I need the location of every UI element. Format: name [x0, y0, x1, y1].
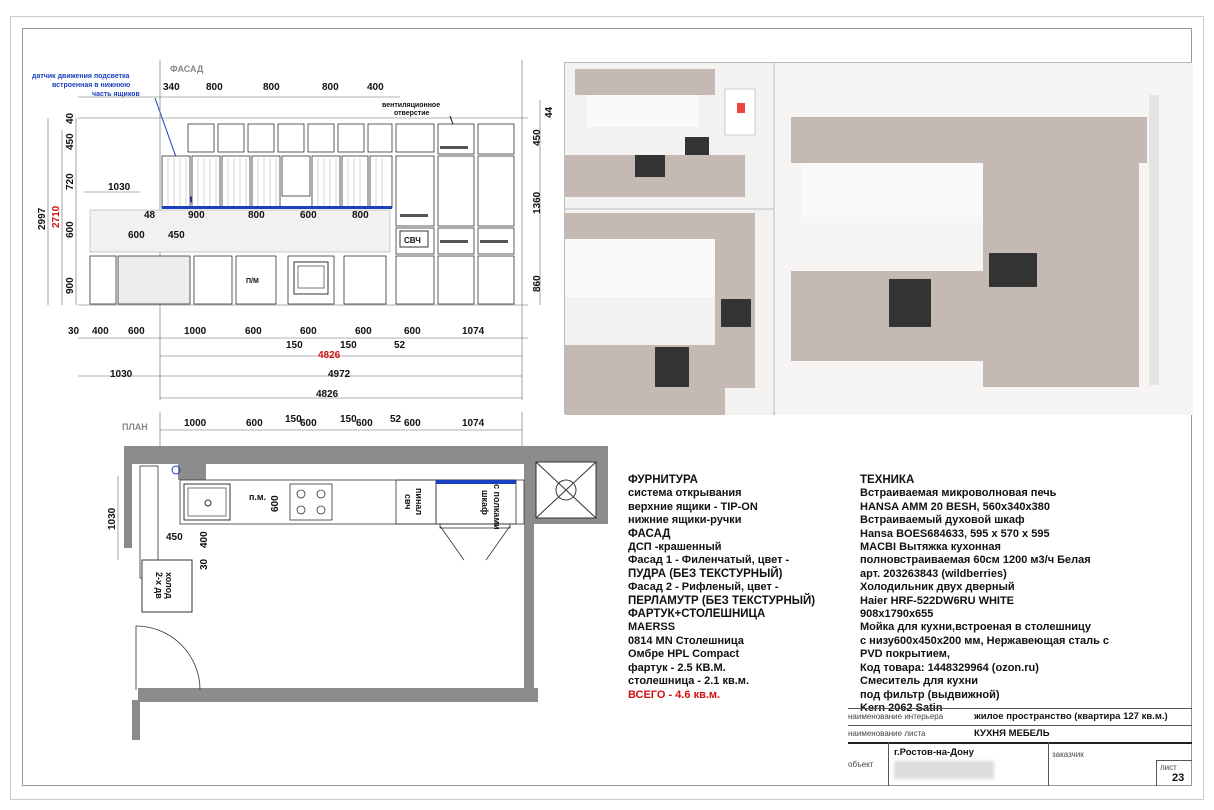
sensor-note-2: встроенная в нижнюю: [52, 82, 131, 89]
furniture-notes: [628, 474, 815, 702]
dim-top-0: 340: [163, 82, 180, 93]
sheet-label: наименование листа: [848, 729, 926, 738]
plan-fridge-1: холод: [164, 572, 174, 599]
dim-bot-4: 600: [245, 326, 262, 337]
plan-dim-inner-2: 30: [199, 558, 210, 570]
furniture-notes-line: система открывания: [628, 487, 742, 500]
tech-notes-line: Встраиваемая микроволновая печь: [860, 487, 1057, 500]
dim-left-3: 600: [65, 221, 76, 238]
dim-bot-5: 600: [300, 326, 317, 337]
tech-notes-line: MACBI Вытяжка кухонная: [860, 541, 1001, 554]
plan-dim-6: 52: [390, 414, 402, 425]
dim-upper-mid-3: 800: [248, 210, 265, 221]
furniture-notes-line: ФАСАД: [628, 527, 671, 540]
furniture-notes-line: Омбре HPL Compact: [628, 648, 740, 661]
sheet-value: КУХНЯ МЕБЕЛЬ: [974, 728, 1050, 739]
facade-label: ФАСАД: [170, 64, 204, 74]
object-city: г.Ростов-на-Дону: [894, 747, 974, 758]
dim-bot-3: 1000: [184, 326, 207, 337]
tech-notes-line: Код товара: 1448329964 (ozon.ru): [860, 661, 1039, 674]
dim-left-0: 40: [65, 112, 76, 124]
plan-cabinet-2: с полками: [492, 484, 502, 530]
furniture-notes-line: Фасад 1 - Филенчатый, цвет -: [628, 554, 790, 567]
dim-top-2: 800: [263, 82, 280, 93]
furniture-notes-line: MAERSS: [628, 621, 676, 634]
furniture-notes-line: нижние ящики-ручки: [628, 514, 742, 527]
dim-bot-1: 400: [92, 326, 109, 337]
tech-notes-line: Kern 2062 Satin: [860, 701, 943, 714]
vent-note-2: отверстие: [394, 110, 430, 117]
plan-dim-0: 1000: [184, 418, 207, 429]
furniture-notes-line: верхние ящики - TIP-ON: [628, 500, 758, 513]
dim-mid-1: 450: [168, 230, 185, 241]
tech-notes-line: Смеситель для кухни: [860, 675, 978, 688]
dim-top-1: 800: [206, 82, 223, 93]
plan-dim-8: 1074: [462, 418, 485, 429]
dim-bot2-0: 150: [286, 340, 303, 351]
furniture-notes-line: ПУДРА (БЕЗ ТЕКСТУРНЫЙ): [628, 567, 783, 580]
furniture-notes-line: 0814 MN Столешница: [628, 634, 744, 647]
interior-label: наименование интерьера: [848, 712, 944, 721]
dim-left-4: 900: [65, 277, 76, 294]
sheet-number-label: лист: [1160, 763, 1177, 772]
dim-right-3: 860: [532, 275, 543, 292]
plan-dim-left: 1030: [107, 507, 118, 530]
plan-dim-1: 600: [246, 418, 263, 429]
tech-notes-line: PVD покрытием,: [860, 648, 950, 661]
dim-upper-mid-4: 600: [300, 210, 317, 221]
plan-dim-3: 600: [300, 418, 317, 429]
plan-cabinet-1: шкаф: [480, 490, 490, 515]
dim-right-1: 450: [532, 129, 543, 146]
tech-notes-line: Hansa BOES684633, 595 x 570 x 595: [860, 527, 1050, 540]
dim-bot-8: 1074: [462, 326, 485, 337]
dim-left-1: 450: [65, 133, 76, 150]
plan-dishwasher-label: п.м.: [249, 492, 267, 502]
redacted-address: [894, 761, 994, 779]
furniture-notes-line: Фасад 2 - Рифленый, цвет -: [628, 581, 779, 594]
dim-upper-mid-0: 1030: [108, 182, 131, 193]
dim-bot-0: 30: [68, 326, 80, 337]
tech-notes-line: с низу600x450x200 мм, Нержавеющая сталь с: [860, 634, 1109, 647]
dim-mid-0: 600: [128, 230, 145, 241]
furniture-notes-line: столешница - 2.1 кв.м.: [628, 675, 749, 688]
dim-upper-mid-2: 900: [188, 210, 205, 221]
dim-total-a: 1030: [110, 369, 133, 380]
dim-total-b: 4972: [328, 369, 351, 380]
tech-notes-line: HANSA AMM 20 BESH, 560x340x380: [860, 500, 1050, 513]
plan-dim-4: 150: [340, 414, 357, 425]
tech-notes: [860, 474, 1109, 715]
interior-value: жилое пространство (квартира 127 кв.м.): [974, 711, 1168, 722]
tech-notes-line: ТЕХНИКА: [860, 474, 915, 486]
dim-left-2: 720: [65, 173, 76, 190]
plan-dim-2: 150: [285, 414, 302, 425]
vent-note-1: вентиляционное: [382, 102, 441, 109]
plan-dim-5: 600: [356, 418, 373, 429]
dim-bot-6: 600: [355, 326, 372, 337]
dim-right-0: 44: [544, 106, 555, 118]
plan-dim-inner-1: 400: [199, 531, 210, 548]
dim-upper-mid-1: 48: [144, 210, 156, 221]
furniture-notes-line: ДСП -крашенный: [628, 541, 722, 554]
plan-dim-7: 600: [404, 418, 421, 429]
furniture-notes-line: ПЕРЛАМУТР (БЕЗ ТЕКСТУРНЫЙ): [628, 594, 816, 607]
dim-top-4: 400: [367, 82, 384, 93]
dim-left-red: 2710: [51, 205, 62, 228]
furniture-notes-line: фартук - 2.5 КВ.М.: [628, 661, 726, 674]
furniture-notes-line: ФУРНИТУРА: [628, 474, 698, 486]
tech-notes-line: арт. 203263843 (wildberries): [860, 567, 1007, 580]
sensor-note-3: часть ящиков: [92, 91, 140, 98]
dim-upper-mid-5: 800: [352, 210, 369, 221]
render-illustrations: [565, 63, 1193, 415]
dim-total-red: 4826: [318, 350, 341, 361]
dim-right-2: 1360: [532, 191, 543, 214]
dim-left-outer: 2997: [37, 207, 48, 230]
plan-fridge-2: 2-х дв: [154, 572, 164, 599]
plan-penal-2: свч: [403, 494, 413, 510]
furniture-notes-line: ФАРТУК+СТОЛЕШНИЦА: [628, 608, 766, 621]
dishwasher-label: П/М: [246, 278, 259, 285]
sensor-note-1: датчик движения подсветка: [32, 73, 130, 80]
dim-bot-2: 600: [128, 326, 145, 337]
tech-notes-line: Встраиваемый духовой шкаф: [860, 514, 1025, 527]
dim-total-c: 4826: [316, 389, 339, 400]
tech-notes-line: под фильтр (выдвижной): [860, 688, 1000, 701]
dim-bot-7: 600: [404, 326, 421, 337]
tech-notes-line: Мойка для кухни,встроеная в столешницу: [860, 621, 1091, 634]
dim-bot2-1: 150: [340, 340, 357, 351]
tech-notes-line: полновстраиваемая 60см 1200 м3/ч Белая: [860, 554, 1091, 567]
plan-dim-inner-0: 450: [166, 532, 183, 543]
plan-dim-inner-3: 600: [270, 495, 281, 512]
tech-notes-line: Холодильник двух дверный: [860, 581, 1015, 594]
object-label: объект: [848, 760, 874, 769]
kitchen-renders: [564, 62, 1192, 414]
tech-notes-line: 908x1790x655: [860, 608, 934, 621]
customer-label: заказчик: [1052, 750, 1084, 759]
furniture-notes-line: ВСЕГО - 4.6 кв.м.: [628, 688, 721, 701]
plan-label: ПЛАН: [122, 422, 148, 432]
dim-top-3: 800: [322, 82, 339, 93]
sheet-number: 23: [1172, 772, 1185, 784]
plan-penal-1: пинал: [414, 488, 424, 516]
title-block: [848, 708, 1192, 786]
dim-bot2-2: 52: [394, 340, 406, 351]
tech-notes-line: Haier HRF-522DW6RU WHITE: [860, 594, 1015, 607]
microwave-label: СВЧ: [404, 236, 421, 245]
